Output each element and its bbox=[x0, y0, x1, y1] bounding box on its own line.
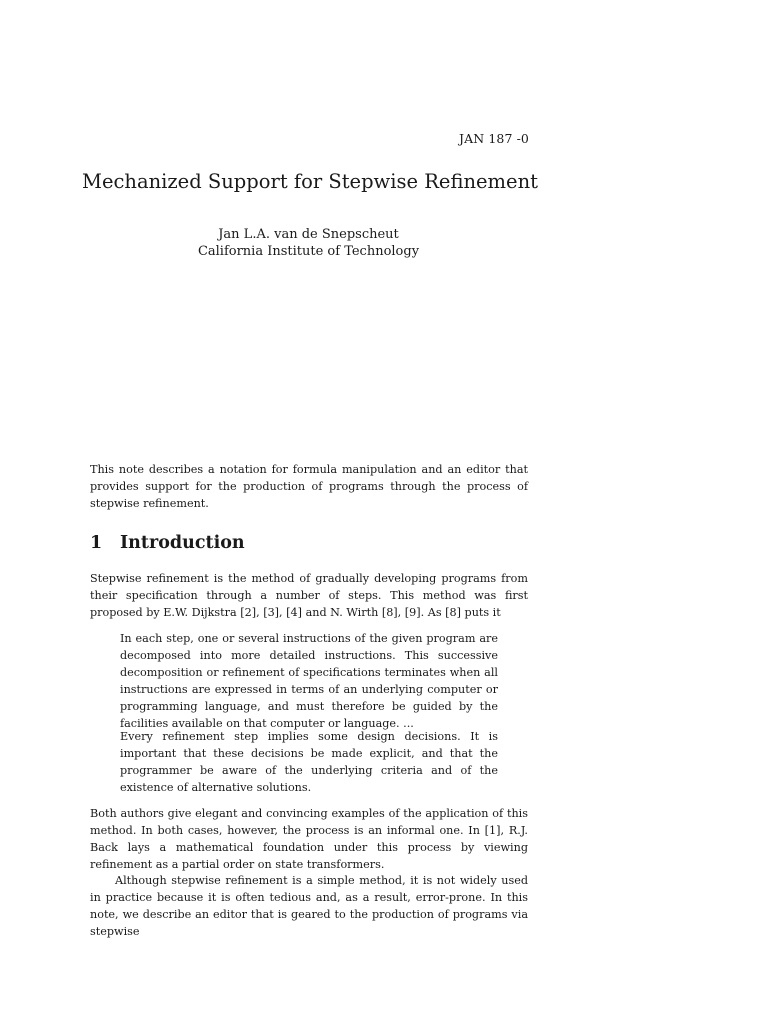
section-title: Introduction bbox=[120, 533, 245, 553]
intro-paragraph-2: Both authors give elegant and convincing examples of the application of this method. In both cases, however, the process is an informal one. In [1], R.J. Back lays a mathematical foundation under this process by viewing refinement as a partial order on state transformers. bbox=[90, 807, 528, 871]
quote-paragraph-2: Every refinement step implies some design decisions. It is important that these decisions be made explicit, and that the programmer be aware of the underlying criteria and of the existence of alternative solutions. bbox=[120, 730, 498, 794]
quote-paragraph-1: In each step, one or several instructions of the given program are decomposed into more detailed instructions. This successive decomposition or refinement of specifications terminates when all instructions are expressed in terms of an underlying computer or programming language, and must therefore be guided by the facilities available on that computer or language. ... bbox=[120, 632, 498, 730]
section-heading bbox=[90, 533, 245, 553]
intro-paragraph-1: Stepwise refinement is the method of gradually developing programs from their specification through a number of steps. This method was first proposed by E.W. Dijkstra [2], [3], [4] and N. Wirth [8], [9]. As [8] puts it bbox=[90, 572, 528, 619]
intro-paragraph-3: Although stepwise refinement is a simple method, it is not widely used in practice because it is often tedious and, as a result, error-prone. In this note, we describe an editor that is geared to the production of programs via stepwise bbox=[90, 874, 528, 938]
author-name: Jan L.A. van de Snepscheut bbox=[218, 227, 399, 242]
paper-title: Mechanized Support for Stepwise Refinement bbox=[81, 170, 538, 193]
section-number: 1 bbox=[90, 533, 103, 553]
author-block bbox=[0, 226, 617, 260]
abstract: This note describes a notation for formula manipulation and an editor that provides support for the production of programs through the process of stepwise refinement. bbox=[90, 463, 528, 510]
author-affiliation: California Institute of Technology bbox=[197, 244, 420, 259]
document-id: JAN 187 -0 bbox=[459, 131, 529, 146]
